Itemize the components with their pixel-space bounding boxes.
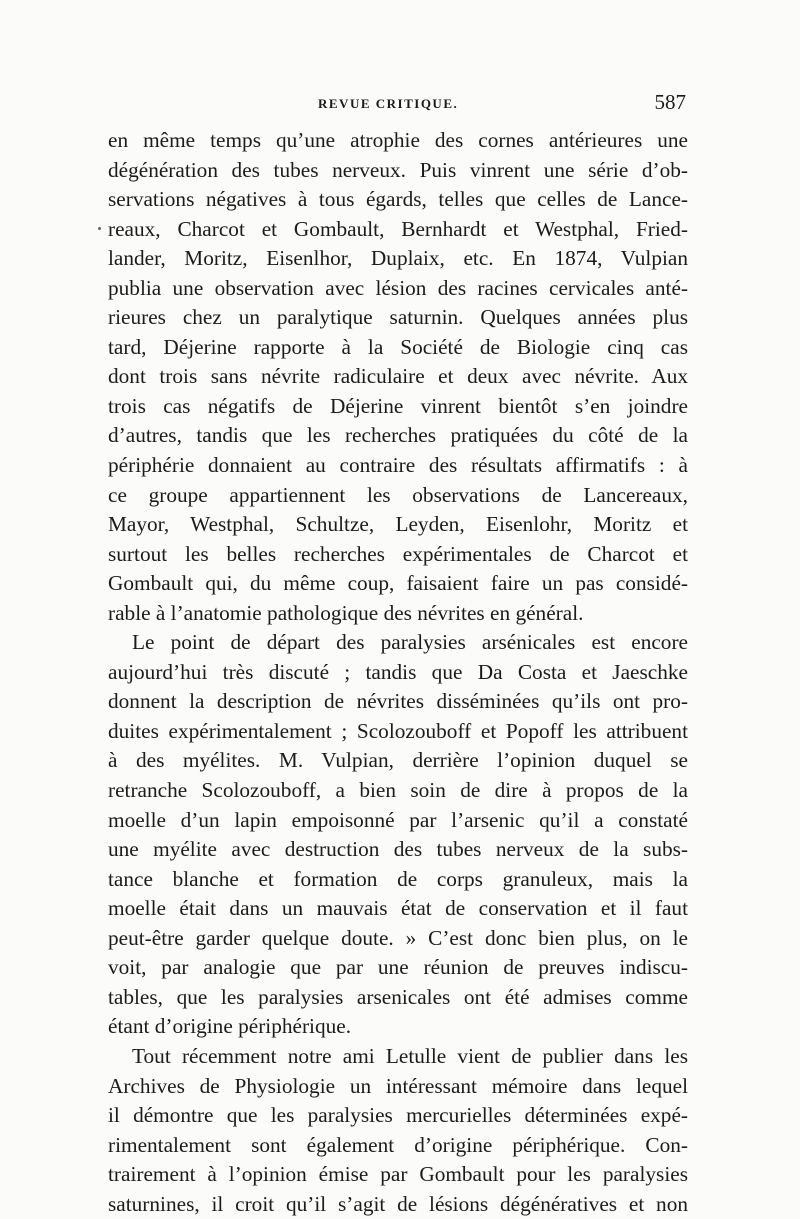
running-title: REVUE CRITIQUE. [318, 96, 459, 111]
text-line: une myélite avec destruction des tubes nerveux de la subs- [108, 837, 688, 862]
text-line: tard, Déjerine rapporte à la Société de Biologie cinq cas [108, 334, 688, 359]
text-line: Le point de départ des paralysies arsénicales est encore [132, 630, 688, 655]
text-line: saturnines, il croit qu’il s’agit de lésions dégénératives et non [108, 1191, 688, 1216]
text-line: tance blanche et formation de corps granuleux, mais la [108, 866, 688, 891]
text-line: lander, Moritz, Eisenlhor, Duplaix, etc. En 1874, Vulpian [108, 246, 688, 271]
text-line: rable à l’anatomie pathologique des névrites en général. [108, 600, 584, 625]
text-line: il démontre que les paralysies mercurielles déterminées expé- [108, 1103, 688, 1128]
text-line: d’autres, tandis que les recherches pratiquées du côté de la [108, 423, 688, 448]
text-line: moelle d’un lapin empoisonné par l’arsenic qu’il a constaté [108, 807, 688, 832]
text-line: Archives de Physiologie un intéressant mémoire dans lequel [108, 1073, 688, 1098]
text-line: voit, par analogie que par une réunion de preuves indiscu- [108, 955, 688, 980]
text-line: ce groupe appartiennent les observations de Lancereaux, [108, 482, 688, 507]
text-line: en même temps qu’une atrophie des cornes antérieures une [108, 128, 688, 152]
text-line: à des myélites. M. Vulpian, derrière l’opinion duquel se [108, 748, 688, 773]
text-line: duites expérimentalement ; Scolozouboff et Popoff les attribuent [108, 718, 688, 743]
text-line: retranche Scolozouboff, a bien soin de dire à propos de la [108, 778, 688, 803]
text-line: dont trois sans névrite radiculaire et deux avec névrite. Aux [108, 364, 688, 389]
text-line: dégénération des tubes nerveux. Puis vinrent une série d’ob- [108, 157, 688, 182]
text-line: rimentalement sont également d’origine périphérique. Con- [108, 1132, 688, 1157]
text-line: tables, que les paralysies arsenicales ont été admises comme [108, 984, 688, 1009]
text-line: reaux, Charcot et Gombault, Bernhardt et Westphal, Fried- [108, 216, 688, 241]
text-line: Tout récemment notre ami Letulle vient de publier dans les [132, 1043, 688, 1068]
text-line: servations négatives à tous égards, telles que celles de Lance- [108, 187, 688, 212]
paragraph [108, 126, 688, 628]
text-line: moelle était dans un mauvais état de conservation et il faut [108, 896, 688, 921]
text-line: trairement à l’opinion émise par Gombault pour les paralysies [108, 1162, 688, 1187]
text-line: aujourd’hui très discuté ; tandis que Da Costa et Jaeschke [108, 659, 688, 684]
page-header [108, 90, 686, 126]
text-line: donnent la description de névrites disséminées qu’ils ont pro- [108, 689, 688, 714]
text-line: Gombault qui, du même coup, faisaient faire un pas considé- [108, 571, 688, 596]
text-line: publia une observation avec lésion des racines cervicales anté- [108, 275, 688, 300]
page-number: 587 [654, 90, 686, 114]
scan-speck [98, 227, 101, 230]
text-line: périphérie donnaient au contraire des résultats affirmatifs : à [108, 453, 688, 478]
text-line: trois cas négatifs de Déjerine vinrent bientôt s’en joindre [108, 393, 688, 418]
body-text [108, 126, 688, 1219]
paragraph [108, 628, 688, 1042]
paragraph [108, 1042, 688, 1219]
text-line: étant d’origine périphérique. [108, 1014, 352, 1039]
text-line: rieures chez un paralytique saturnin. Quelques années plus [108, 305, 688, 330]
text-line: surtout les belles recherches expérimentales de Charcot et [108, 541, 688, 566]
text-line: peut-être garder quelque doute. » C’est donc bien plus, on le [108, 925, 688, 950]
text-line: Mayor, Westphal, Schultze, Leyden, Eisenlohr, Moritz et [108, 512, 688, 537]
